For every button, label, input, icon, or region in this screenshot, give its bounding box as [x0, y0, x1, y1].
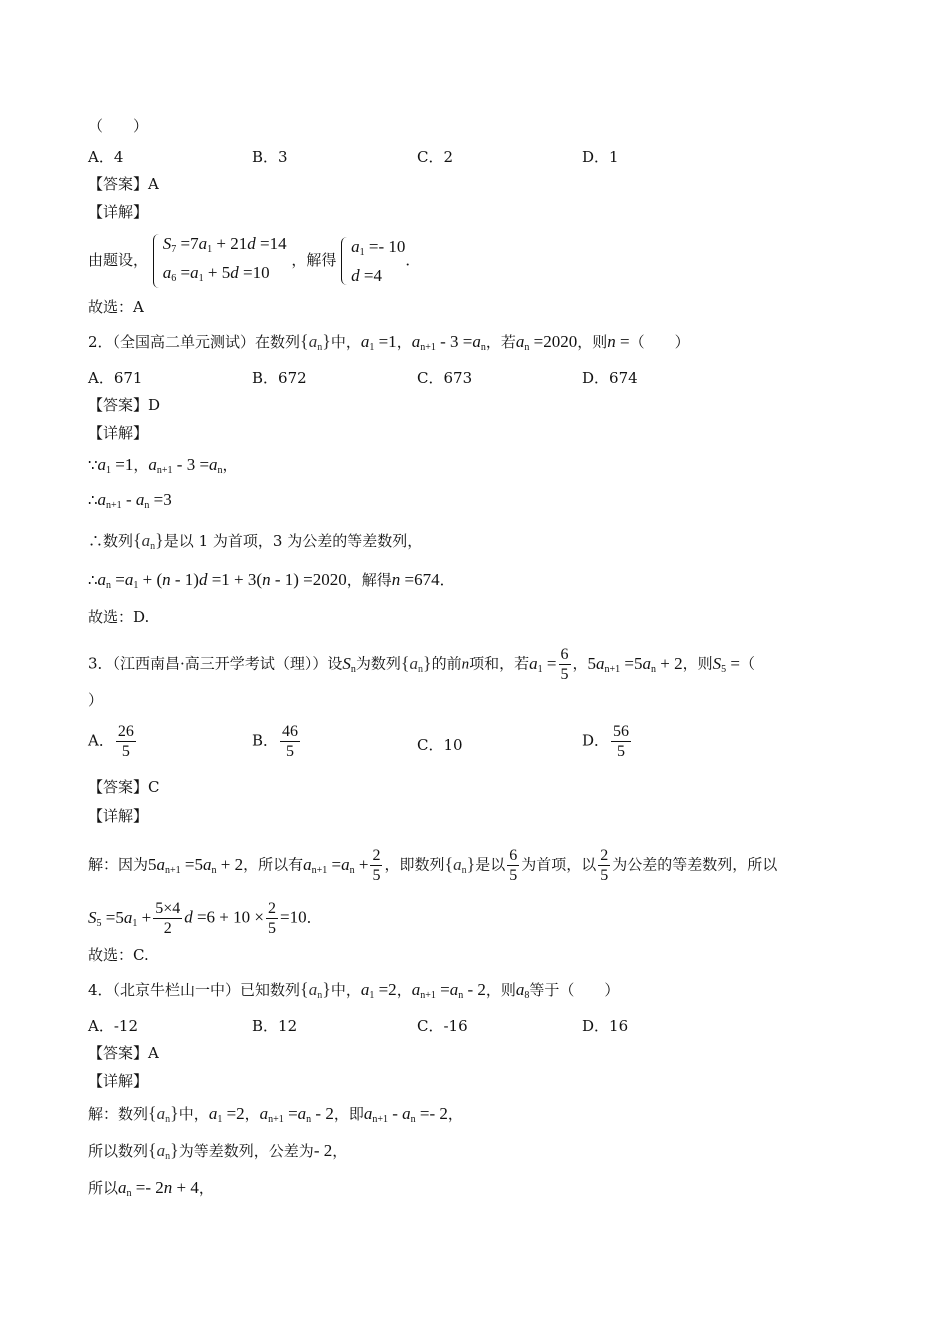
q4-detail-heading: 【详解】 [88, 1072, 149, 1090]
q3-conclusion: 故选：C. [88, 946, 149, 964]
q1-paren: （ ） [88, 117, 149, 135]
q1-option-d: D．1 [582, 148, 619, 166]
q4-detail-line2: 所以数列$\{a_n\}$为等差数列，公差为- 2， [88, 1140, 348, 1162]
q4-detail-line3: 所以$a_n =- 2n + 4$， [88, 1178, 214, 1199]
q3-detail-line2: $S_5 =5a_1$ + $\frac{5\times 4}{2}$ d =6 + 10 × $\frac{2}{5}$ =10． [88, 900, 322, 937]
q1-solution: 由题设， $S_7 =7a_1 + 21d =14$ $a_6 =a_1 + 5d =10$ ，解得 $a_1 =- 10$ d =4 ． [88, 232, 420, 290]
q2-conclusion: 故选：D. [88, 608, 150, 626]
q2-option-a: A．671 [88, 369, 143, 387]
q2-option-c: C．673 [417, 369, 473, 387]
q1-option-c: C．2 [417, 148, 454, 166]
q1-conclusion: 故选：A [88, 298, 144, 316]
q1-system-equations: $S_7 =7a_1 + 21d =14$ $a_6 =a_1 + 5d =10$ [153, 232, 287, 290]
q4-option-c: C．-16 [417, 1017, 468, 1035]
q3-answer: 【答案】C [88, 778, 160, 796]
q1-detail-heading: 【详解】 [88, 203, 149, 221]
q2-option-d: D．674 [582, 369, 638, 387]
q2-option-b: B．672 [252, 369, 307, 387]
q3-detail-line1: 解：因为$5a_{n+1} =5a_n + 2$，所以有$a_{n+1} =a_n$ + $\frac{2}{5}$ ，即数列$\{a_n\}$是以 $\frac{6}{5}$ 为首项，以 $\frac{2}{5}$ 为公差的等差数列，所以 [88, 847, 778, 884]
q1-system-solution: $a_1 =- 10$ d =4 [341, 235, 405, 287]
q1-option-a: A．4 [88, 148, 124, 166]
q2-detail-line3: ∴数列$\{a_n\}$是以 1 为首项，3 为公差的等差数列， [88, 530, 423, 552]
q4-option-b: B．12 [252, 1017, 298, 1035]
q1-option-b: B．3 [252, 148, 288, 166]
q4-answer: 【答案】A [88, 1044, 159, 1062]
q3-detail-heading: 【详解】 [88, 807, 149, 825]
q1-answer: 【答案】A [88, 175, 159, 193]
q2-detail-line1: $\because a_1 =1$，$a_{n+1} - 3 =a_n$， [88, 455, 238, 476]
q4-option-d: D．16 [582, 1017, 629, 1035]
q3-stem-close: ） [88, 691, 104, 709]
q3-option-b: B． $\frac{46}{5}$ [252, 723, 299, 760]
q4-option-a: A．-12 [88, 1017, 138, 1035]
q2-stem: 2．（全国高二单元测试）在数列$\{a_n\}$中，$a_1 =1$，$a_{n+1} - 3 =a_n$，若$a_n =2020$，则n =（ ） [88, 331, 690, 353]
q4-detail-line1: 解：数列$\{a_n\}$中，$a_1 =2$，$a_{n+1} =a_n - 2$，即$a_{n+1} - a_n =- 2$， [88, 1103, 463, 1125]
q2-detail-heading: 【详解】 [88, 424, 149, 442]
q3-option-d: D． $\frac{56}{5}$ [582, 723, 630, 760]
q3-stem: 3．（江西南昌·高三开学考试（理））设$S_n$为数列$\{a_n\}$的前n项和，若$a_1$ = $\frac{6}{5}$ ，$5a_{n+1} =5a_n + 2$，则$S_5$ =（ [88, 646, 755, 683]
q2-detail-line4: $\therefore a_n =a_1 + (n - 1)d =1 + 3(n - 1) =2020$，解得n =674． [88, 570, 455, 591]
q2-answer: 【答案】D [88, 396, 161, 414]
q4-stem: 4．（北京牛栏山一中）已知数列$\{a_n\}$中，$a_1 =2$，$a_{n+1} =a_n - 2$，则$a_8$等于（ ） [88, 979, 620, 1001]
q2-detail-line2: $\therefore a_{n+1} - a_n =3$ [88, 490, 172, 511]
q3-option-c: C．10 [417, 736, 463, 754]
q3-option-a: A． $\frac{26}{5}$ [88, 723, 134, 760]
